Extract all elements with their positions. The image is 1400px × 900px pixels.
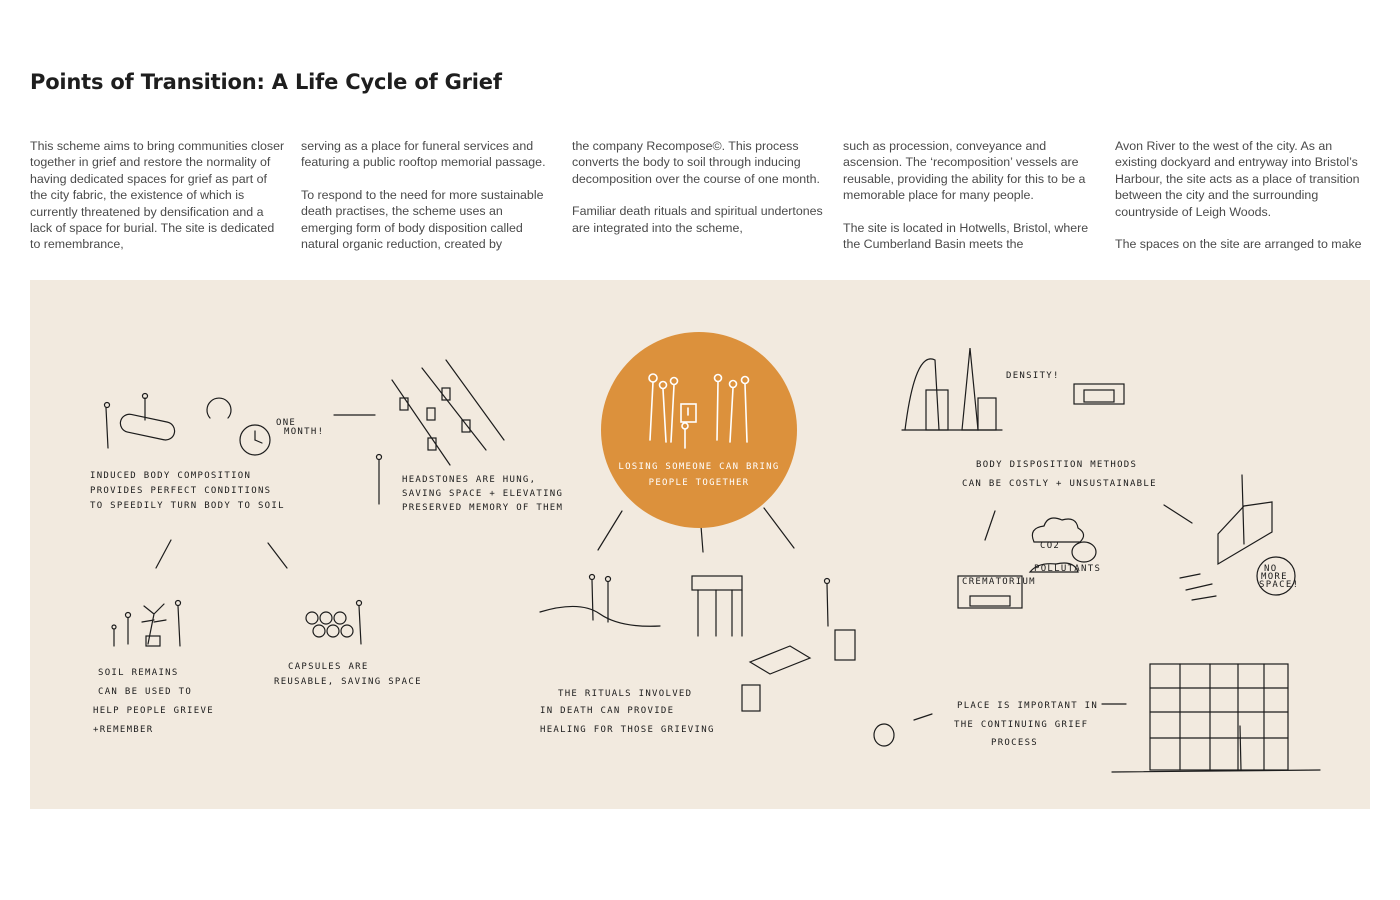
soil-caption-1: SOIL REMAINS — [98, 668, 179, 678]
capsules-sketch — [306, 601, 362, 645]
crematorium-label: CREMATORIUM — [962, 577, 1036, 587]
place-caption-1: PLACE IS IMPORTANT IN — [957, 701, 1099, 711]
paragraph: To respond to the need for more sustainable death practises, the scheme uses an emerging form of body disposition called natural organic reduction, created by — [301, 187, 544, 252]
soil-caption-3: HELP PEOPLE GRIEVE — [93, 706, 214, 716]
center-circle — [601, 332, 797, 528]
text-column-3 — [572, 138, 827, 254]
induced-caption-2: PROVIDES PERFECT CONDITIONS — [90, 486, 272, 496]
soil-caption-2: CAN BE USED TO — [98, 687, 193, 697]
capsules-caption-2: REUSABLE, SAVING SPACE — [274, 677, 422, 687]
headstones-caption-1: HEADSTONES ARE HUNG, — [402, 475, 537, 485]
headstones-caption-3: PRESERVED MEMORY OF THEM — [402, 503, 564, 513]
plant-people-sketch — [112, 601, 181, 647]
capsules-caption-1: CAPSULES ARE — [288, 662, 369, 672]
accent-circle — [601, 332, 797, 528]
memorial-wall-sketch — [874, 664, 1320, 772]
pollutants-label: POLLUTANTS — [1034, 564, 1102, 574]
text-column-1 — [30, 138, 285, 254]
paragraph: The spaces on the site are arranged to make — [1115, 237, 1362, 252]
density-label: DENSITY! — [1006, 371, 1060, 381]
headstones-caption-2: SAVING SPACE + ELEVATING — [402, 489, 564, 499]
disposition-caption-2: CAN BE COSTLY + UNSUSTAINABLE — [962, 479, 1157, 489]
text-column-4 — [843, 138, 1098, 254]
paragraph: The site is located in Hotwells, Bristol, where the Cumberland Basin meets the — [843, 220, 1089, 252]
page-title: Points of Transition: A Life Cycle of Grief — [30, 70, 502, 94]
rituals-caption-2: IN DEATH CAN PROVIDE — [540, 706, 675, 716]
grief-cycle-diagram — [30, 280, 1370, 809]
disposition-caption-1: BODY DISPOSITION METHODS — [976, 460, 1138, 470]
text-column-5 — [1115, 138, 1370, 254]
city-skyline-sketch — [902, 348, 1124, 430]
text-column-2 — [301, 138, 556, 254]
co2-label: CO2 — [1040, 541, 1061, 551]
no-more-space-label-3: SPACE! — [1259, 580, 1300, 590]
rituals-caption-1: THE RITUALS INVOLVED — [558, 689, 693, 699]
paragraph: the company Recompose©. This process converts the body to soil through inducing decomposition over the course of one month. — [572, 139, 820, 186]
paragraph: serving as a place for funeral services and featuring a public rooftop memorial passage. — [301, 139, 546, 170]
paragraph: This scheme aims to bring communities closer together in grief and restore the normality of having dedicated spaces for grief as part of the city fabric, the existence of which is currently threatened by densification and a lack of space for burial. The site is dedicated to remembrance, — [30, 139, 285, 252]
paragraph: Avon River to the west of the city. As an existing dockyard and entryway into Bristol’s Harbour, the site acts as a place of transition between the city and the surrounding countryside of Leigh Woods. — [1115, 139, 1360, 219]
place-caption-2: THE CONTINUING GRIEF — [954, 720, 1089, 730]
induced-caption-3: TO SPEEDILY TURN BODY TO SOIL — [90, 501, 285, 511]
one-month-label-1: ONE — [276, 418, 297, 428]
paragraph: such as procession, conveyance and ascension. The ‘recomposition’ vessels are reusable, providing the ability for this to be a memorable place for many people. — [843, 139, 1086, 203]
clock-icon — [207, 398, 270, 455]
rituals-caption-3: HEALING FOR THOSE GRIEVING — [540, 725, 715, 735]
no-more-space-label-1: NO — [1264, 564, 1278, 574]
paragraph: Familiar death rituals and spiritual undertones are integrated into the scheme, — [572, 204, 823, 235]
place-caption-3: PROCESS — [991, 738, 1039, 748]
induced-caption-1: INDUCED BODY COMPOSITION — [90, 471, 252, 481]
crematorium-sketch — [958, 518, 1096, 608]
one-month-label-2: MONTH! — [284, 427, 325, 437]
no-more-space-label-2: MORE — [1261, 572, 1288, 582]
sketch-canvas — [30, 280, 1370, 809]
center-caption-2: PEOPLE TOGETHER — [648, 478, 750, 488]
capsule-body-sketch — [105, 394, 177, 449]
soil-caption-4: +REMEMBER — [93, 725, 154, 735]
center-caption-1: LOSING SOMEONE CAN BRING — [618, 462, 780, 472]
